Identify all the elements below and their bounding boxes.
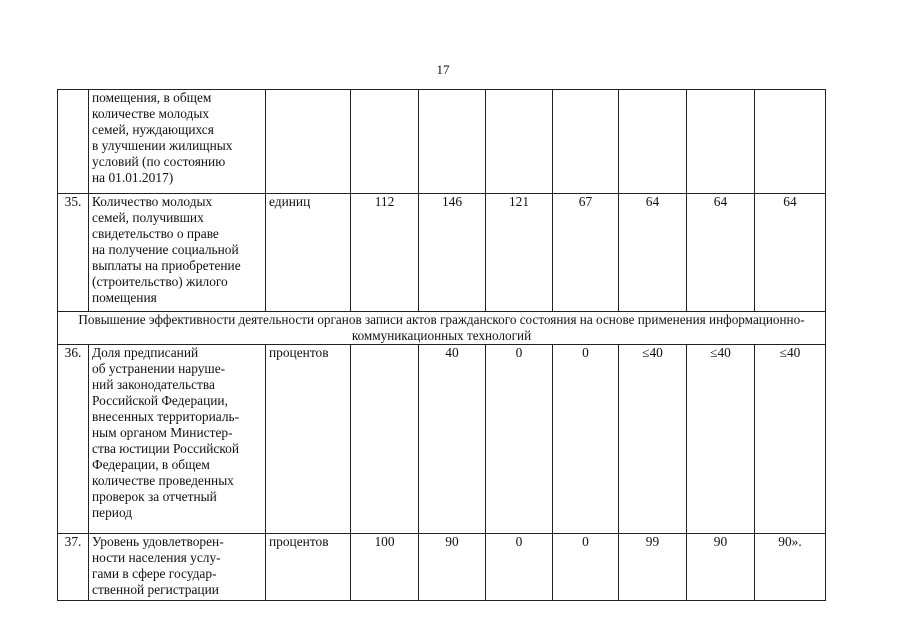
unit-cell: процентов <box>266 534 351 601</box>
value-cell: 112 <box>351 194 419 312</box>
section-header-row <box>58 312 826 345</box>
value-cell: 64 <box>619 194 687 312</box>
table-row <box>58 534 826 601</box>
value-cell: 0 <box>553 345 619 534</box>
value-cell: 64 <box>755 194 826 312</box>
value-cell <box>419 90 486 194</box>
value-cell <box>486 90 553 194</box>
value-cell: 0 <box>553 534 619 601</box>
row-number: 37. <box>58 534 89 601</box>
section-header: Повышение эффективности деятельности органов записи актов гражданского состояния на основе применения информационно-коммуникационных технологий <box>58 312 826 345</box>
value-cell: 90 <box>687 534 755 601</box>
unit-cell <box>266 90 351 194</box>
value-cell <box>687 90 755 194</box>
value-cell: 0 <box>486 534 553 601</box>
value-cell <box>553 90 619 194</box>
row-number <box>58 90 89 194</box>
value-cell: 67 <box>553 194 619 312</box>
unit-cell: процентов <box>266 345 351 534</box>
value-cell: 121 <box>486 194 553 312</box>
row-number: 35. <box>58 194 89 312</box>
indicator-name: помещения, в общем количестве молодых семей, нуждающихся в улучшении жилищных условий (по состоянию на 01.01.2017) <box>89 90 266 194</box>
value-cell: 90». <box>755 534 826 601</box>
value-cell: 40 <box>419 345 486 534</box>
value-cell: 99 <box>619 534 687 601</box>
unit-cell: единиц <box>266 194 351 312</box>
value-cell: 64 <box>687 194 755 312</box>
page-number: 17 <box>436 62 450 77</box>
value-cell: ≤40 <box>619 345 687 534</box>
indicator-name: Доля предписаний об устранении наруше- ний законодательства Российской Федерации, внесенных территориаль- ным органом Министер- ства юстиции Российской Федерации, в общем количестве проведенных проверок за отчетный период <box>89 345 266 534</box>
value-cell <box>755 90 826 194</box>
indicator-name: Количество молодых семей, получивших свидетельство о праве на получение социальной выплаты на приобретение (строительство) жилого помещения <box>89 194 266 312</box>
value-cell <box>619 90 687 194</box>
indicators-table <box>57 89 826 601</box>
table-row <box>58 345 826 534</box>
table-row <box>58 194 826 312</box>
value-cell: 146 <box>419 194 486 312</box>
value-cell: ≤40 <box>755 345 826 534</box>
value-cell <box>351 345 419 534</box>
value-cell: 0 <box>486 345 553 534</box>
value-cell <box>351 90 419 194</box>
table-row <box>58 90 826 194</box>
value-cell: 100 <box>351 534 419 601</box>
value-cell: 90 <box>419 534 486 601</box>
indicator-name: Уровень удовлетворен- ности населения услу- гами в сфере государ- ственной регистрации <box>89 534 266 601</box>
row-number: 36. <box>58 345 89 534</box>
value-cell: ≤40 <box>687 345 755 534</box>
